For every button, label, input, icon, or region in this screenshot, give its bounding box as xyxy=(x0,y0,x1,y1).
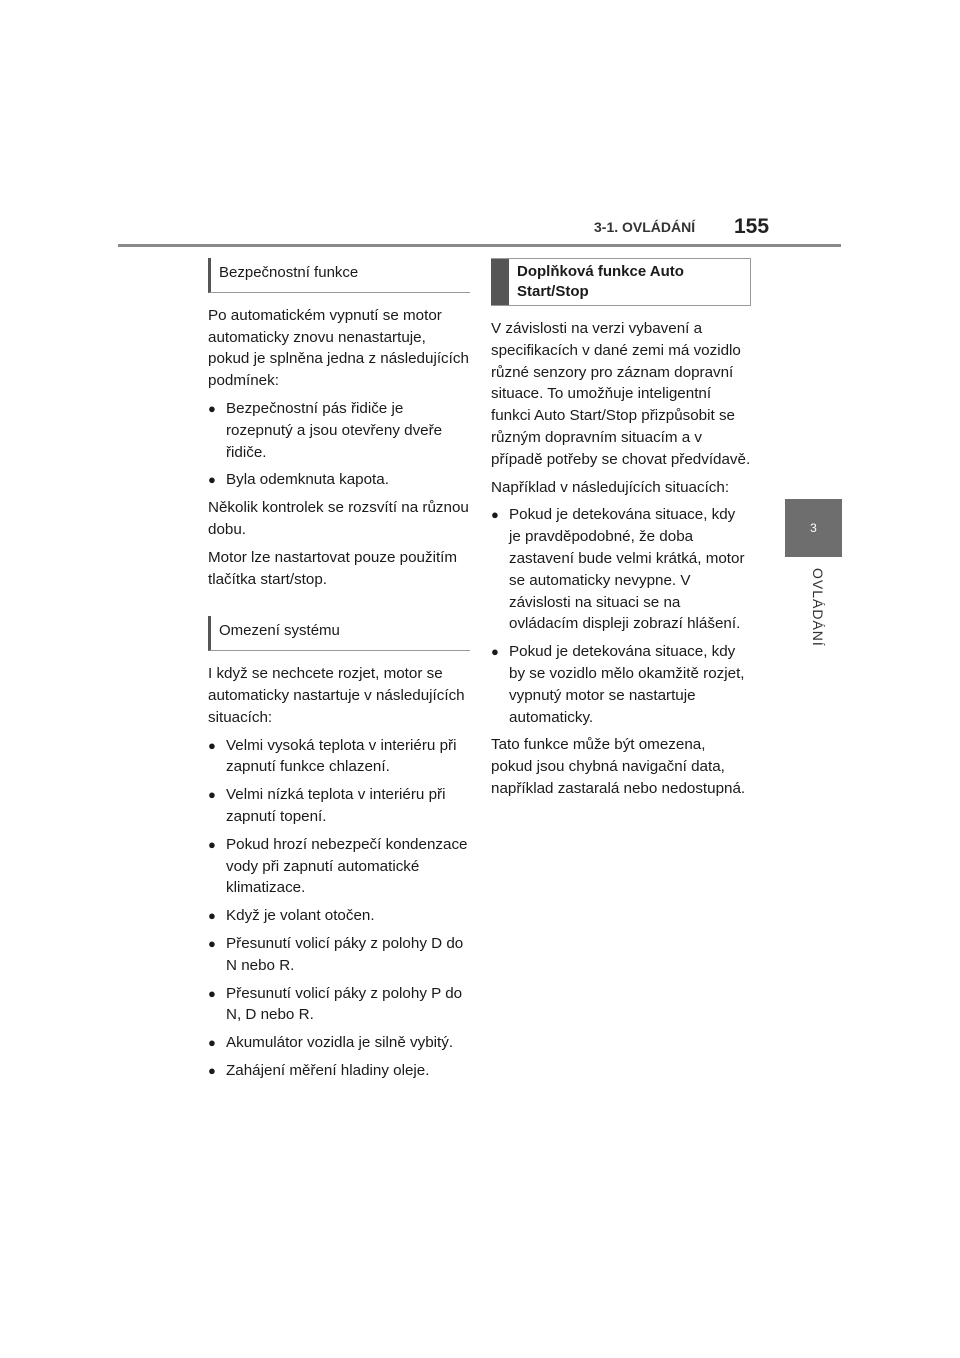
list-item: ● Když je volant otočen. xyxy=(208,905,470,927)
list-item: ● Velmi nízká teplota v interiéru při zapnutí topení. xyxy=(208,784,470,828)
auto-start-stop-heading: Doplňková funkce Auto Start/Stop xyxy=(517,263,684,300)
list-item: ● Pokud je detekována situace, kdy by se vozidlo mělo okamžitě rozjet, vypnutý motor se nastartuje automaticky. xyxy=(491,641,751,728)
chapter-number: 3 xyxy=(810,521,817,535)
safety-intro: Po automatickém vypnutí se motor automaticky znovu nenastartuje, pokud je splněna jedna z následujících podmínek: xyxy=(208,306,469,390)
safety-heading: Bezpečnostní funkce xyxy=(219,264,359,281)
list-item: ● Přesunutí volicí páky z polohy P do N, D nebo R. xyxy=(208,983,470,1027)
auto-start-stop-heading-box xyxy=(491,258,751,306)
safety-paragraph: Motor lze nastartovat pouze použitím tlačítka start/stop. xyxy=(208,548,458,588)
section-title: 3-1. OVLÁDÁNÍ xyxy=(594,219,696,235)
page-number: 155 xyxy=(734,215,770,238)
body-paragraph: Například v následujících situacích: xyxy=(491,478,730,496)
safety-paragraph: Několik kontrolek se rozsvítí na různou dobu. xyxy=(208,499,469,538)
safety-heading-box xyxy=(208,258,470,293)
list-item: ● Pokud hrozí nebezpečí kondenzace vody při zapnutí automatické klimatizace. xyxy=(208,834,470,899)
right-column xyxy=(491,258,751,806)
header-divider xyxy=(118,244,841,247)
limits-list xyxy=(208,735,470,1082)
chapter-label: OVLÁDÁNÍ xyxy=(810,568,826,647)
list-item: ● Přesunutí volicí páky z polohy D do N nebo R. xyxy=(208,933,470,977)
list-item: ● Bezpečnostní pás řidiče je rozepnutý a jsou otevřeny dveře řidiče. xyxy=(208,398,470,463)
list-item: ● Byla odemknuta kapota. xyxy=(208,469,470,491)
situations-list xyxy=(491,504,751,728)
list-item: ● Pokud je detekována situace, kdy je pravděpodobné, že doba zastavení bude velmi krátká, motor se automaticky nevypne. V závislosti na situaci se na ovládacím displeji zobrazí hlášení. xyxy=(491,504,751,635)
list-item: ● Velmi vysoká teplota v interiéru při zapnutí funkce chlazení. xyxy=(208,735,470,779)
limits-intro: I když se nechcete rozjet, motor se automaticky nastartuje v následujících situacích: xyxy=(208,665,465,726)
safety-list xyxy=(208,398,470,491)
list-item: ● Akumulátor vozidla je silně vybitý. xyxy=(208,1032,470,1054)
limits-heading-box xyxy=(208,616,470,651)
body-paragraph: Tato funkce může být omezena, pokud jsou chybná navigační data, například zastaralá nebo nedostupná. xyxy=(491,736,746,797)
body-paragraph: V závislosti na verzi vybavení a specifikacích v dané zemi má vozidlo různé senzory pro záznam dopravní situace. To umožňuje inteligentní funkci Auto Start/Stop přizpůsobit se různým dopravním situacím a v případě potřeby se chovat předvídavě. xyxy=(491,320,751,468)
list-item: ● Zahájení měření hladiny oleje. xyxy=(208,1060,470,1082)
chapter-tab xyxy=(785,499,842,557)
left-column xyxy=(208,258,470,1088)
heading-accent-bar xyxy=(491,259,509,305)
limits-heading: Omezení systému xyxy=(219,622,340,640)
